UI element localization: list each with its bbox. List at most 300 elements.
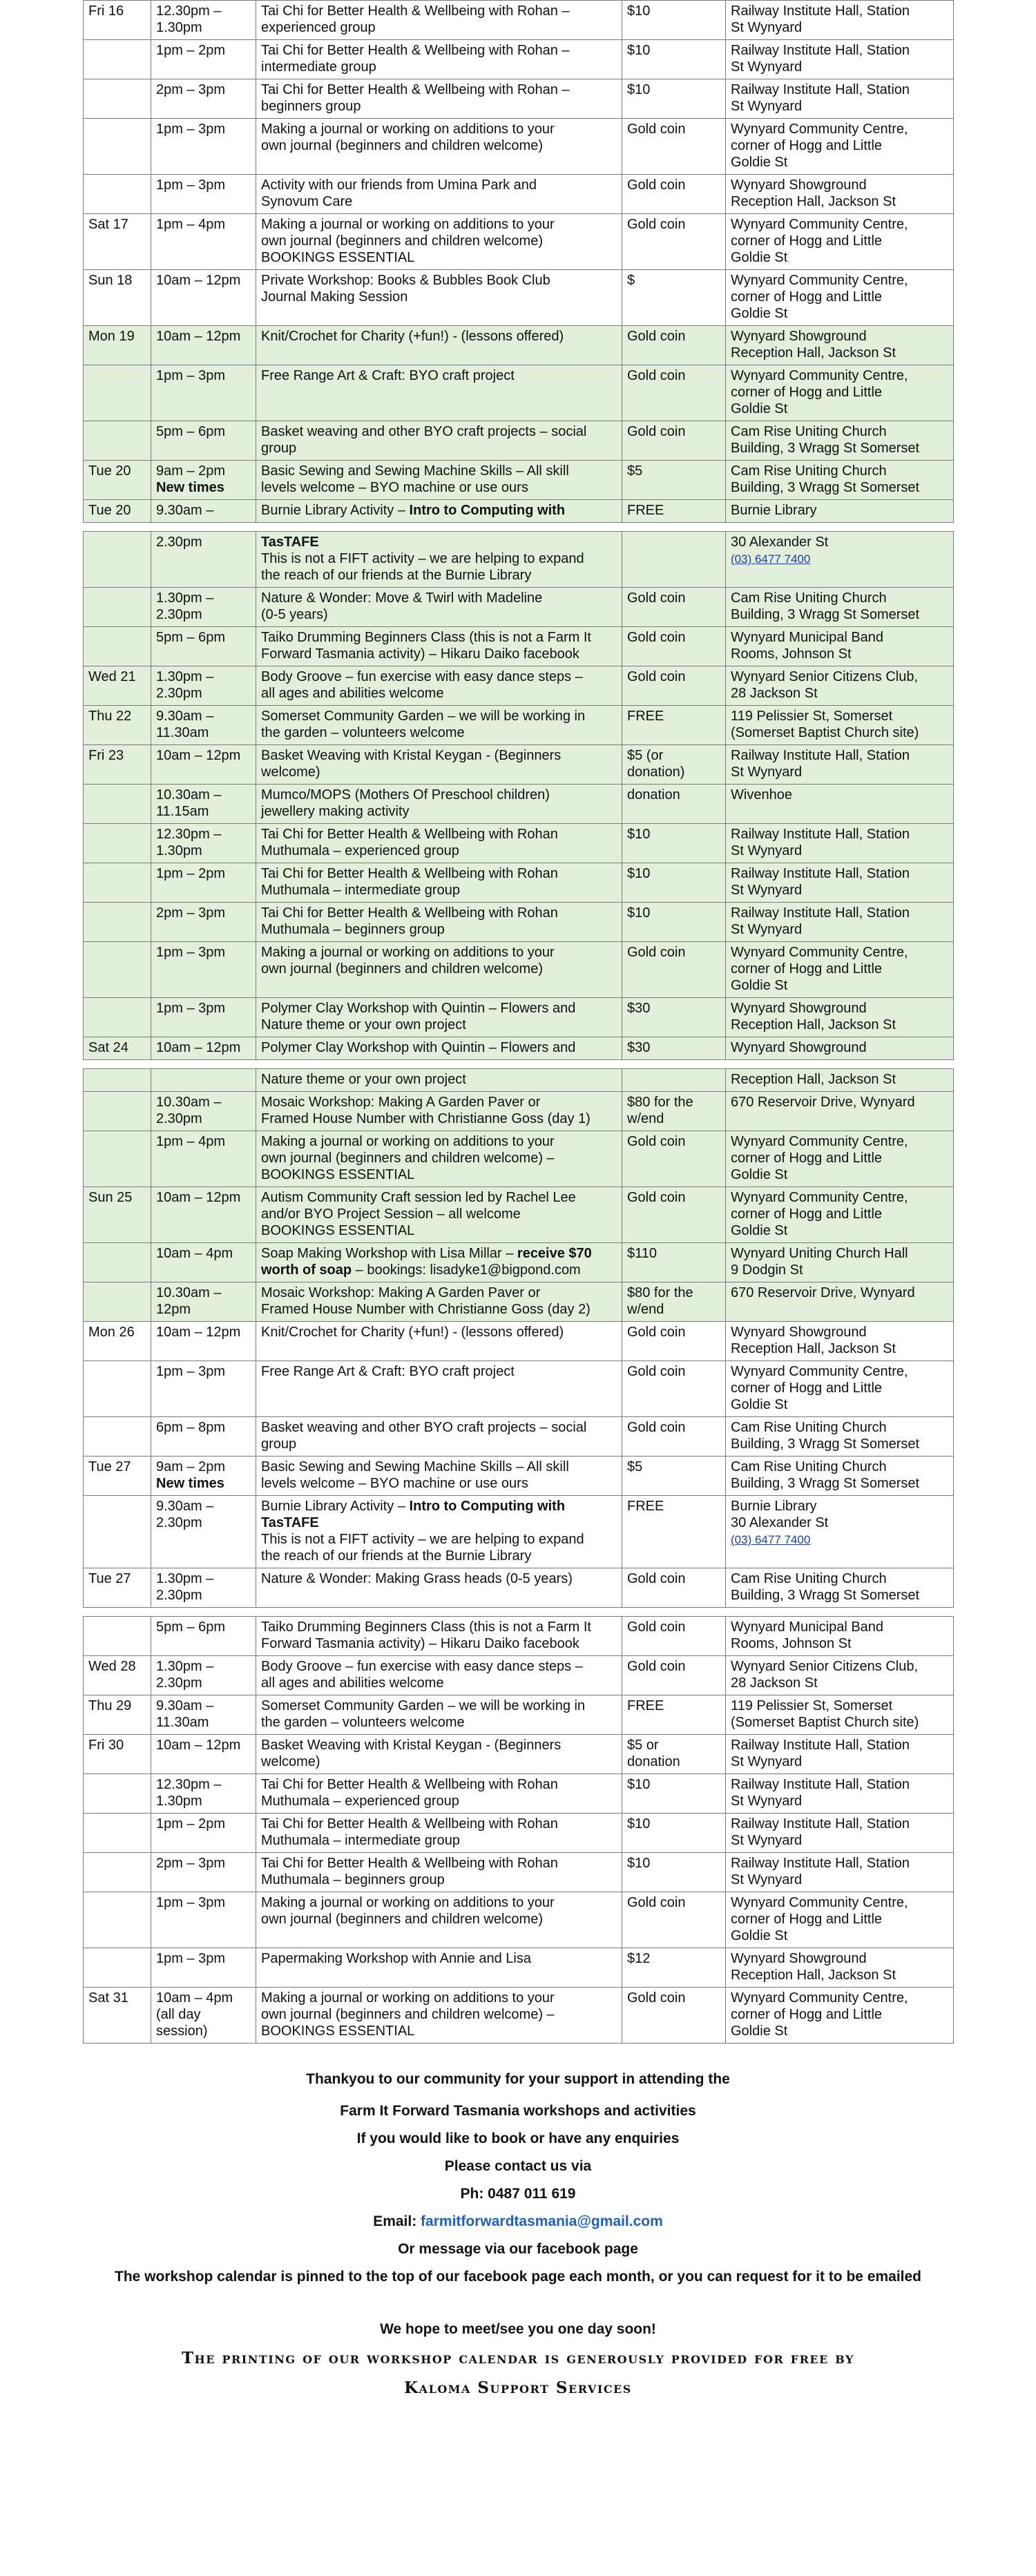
cell-time	[151, 40, 256, 79]
phone-link[interactable]: (03) 6477 7400	[731, 1533, 811, 1546]
cell-location	[726, 214, 954, 270]
cost-label: Gold coin	[627, 1990, 686, 2006]
time-label: 10.30am – 11.15am	[156, 787, 222, 819]
cell-time	[151, 1988, 256, 2044]
cell-time	[151, 1092, 256, 1131]
cell-location	[726, 500, 954, 523]
day-label: Tue 20	[88, 463, 131, 479]
cell-time	[151, 1069, 256, 1092]
table-row	[84, 532, 954, 588]
activity-text: Making a journal or working on additions to your own journal (beginners and children welcome)	[261, 122, 555, 153]
cell-time	[151, 1243, 256, 1282]
cost-label: $12	[627, 1951, 651, 1966]
cell-day	[84, 1322, 151, 1361]
cell-day	[84, 824, 151, 863]
cell-activity	[256, 1037, 622, 1060]
cell-time	[151, 1568, 256, 1608]
cell-time	[151, 1187, 256, 1243]
cell-time	[151, 1814, 256, 1853]
cell-day	[84, 1568, 151, 1608]
cell-location	[726, 1282, 954, 1322]
cost-label: $10	[627, 1816, 651, 1832]
cell-location	[726, 1417, 954, 1457]
time-label: 10am – 12pm	[156, 1738, 241, 1753]
location-text: Cam Rise Uniting Church Building, 3 Wragg St Somerset	[731, 1459, 920, 1491]
day-label: Sat 31	[88, 1990, 128, 2006]
cell-day	[84, 1417, 151, 1457]
time-label: 1pm – 2pm	[156, 866, 226, 881]
time-label: 10.30am – 2.30pm	[156, 1095, 222, 1126]
cell-time	[151, 588, 256, 627]
time-label: 1.30pm – 2.30pm	[156, 669, 214, 701]
table-row	[84, 1892, 954, 1948]
location-text: Wynyard Senior Citizens Club, 28 Jackson St	[731, 1659, 919, 1691]
day-label: Mon 26	[88, 1325, 135, 1340]
cell-cost	[622, 1617, 726, 1656]
cell-cost	[622, 175, 726, 214]
cell-location	[726, 1361, 954, 1417]
table-row	[84, 1814, 954, 1853]
cell-cost	[622, 588, 726, 627]
time-label: 1pm – 4pm	[156, 1134, 226, 1149]
cell-day	[84, 1617, 151, 1656]
time-label: 2pm – 3pm	[156, 905, 226, 921]
time-label: 1pm – 2pm	[156, 1816, 226, 1832]
cell-activity	[256, 1617, 622, 1656]
cost-label: $10	[627, 827, 651, 842]
cell-activity	[256, 175, 622, 214]
location-text: Railway Institute Hall, Station St Wynyard	[731, 748, 910, 780]
activity-bold: receive $70 worth of soap	[261, 1246, 592, 1278]
location-text: Burnie Library 30 Alexander St	[731, 1499, 829, 1530]
location-text: Wynyard Community Centre, corner of Hogg and Little Goldie St	[731, 368, 908, 416]
cell-location	[726, 1656, 954, 1695]
cell-cost	[622, 1568, 726, 1608]
cell-location	[726, 1735, 954, 1774]
table-row	[84, 745, 954, 785]
location-text: Reception Hall, Jackson St	[731, 1072, 896, 1087]
location-text: 119 Pelissier St, Somerset (Somerset Baptist Church site)	[731, 709, 919, 740]
cell-time	[151, 666, 256, 706]
cell-day	[84, 1457, 151, 1496]
table-row	[84, 326, 954, 365]
table-row	[84, 627, 954, 666]
cell-activity	[256, 998, 622, 1037]
cell-day	[84, 1774, 151, 1814]
cell-time	[151, 1037, 256, 1060]
cell-location	[726, 461, 954, 500]
table-row	[84, 706, 954, 745]
location-text: Cam Rise Uniting Church Building, 3 Wragg St Somerset	[731, 590, 920, 622]
activity-text: Mosaic Workshop: Making A Garden Paver or Framed House Number with Christianne Goss (day 1)	[261, 1095, 591, 1126]
cost-label: $10	[627, 866, 651, 881]
table-row	[84, 1853, 954, 1892]
cell-day	[84, 1282, 151, 1322]
activity-text: Body Groove – fun exercise with easy dance steps – all ages and abilities welcome	[261, 1659, 583, 1691]
footer-contact: Please contact us via	[444, 2158, 592, 2174]
cell-cost	[622, 326, 726, 365]
cell-cost	[622, 666, 726, 706]
footer	[83, 2071, 953, 2397]
table-row	[84, 1, 954, 40]
footer-phone: Ph: 0487 011 619	[460, 2186, 576, 2202]
cell-day	[84, 627, 151, 666]
cell-activity	[256, 1568, 622, 1608]
cell-cost	[622, 214, 726, 270]
cell-activity	[256, 1853, 622, 1892]
cost-label: Gold coin	[627, 1571, 686, 1586]
activity-text: Basic Sewing and Sewing Machine Skills – All skill levels welcome – BYO machine or use ours	[261, 1459, 569, 1491]
activity-bold: Intro to Computing with TasTAFE	[261, 1499, 566, 1530]
location-text: Wynyard Community Centre, corner of Hogg and Little Goldie St	[731, 1895, 908, 1943]
time-label: 1pm – 4pm	[156, 217, 226, 232]
activity-bold: Intro to Computing with	[409, 503, 566, 518]
table-row	[84, 666, 954, 706]
cell-activity	[256, 532, 622, 588]
footer-org: Farm It Forward Tasmania workshops and activities	[340, 2103, 696, 2119]
table-row	[84, 365, 954, 421]
activity-text: Free Range Art & Craft: BYO craft project	[261, 1364, 515, 1379]
cell-time	[151, 1131, 256, 1187]
table-gap	[83, 1060, 953, 1068]
cost-label: $10	[627, 3, 651, 19]
cell-cost	[622, 500, 726, 523]
cost-label: Gold coin	[627, 122, 686, 137]
time-label: 1pm – 3pm	[156, 1364, 226, 1379]
cost-label: Gold coin	[627, 1895, 686, 1910]
cell-cost	[622, 903, 726, 942]
activity-text: Making a journal or working on additions to your own journal (beginners and children welcome) – BOOKINGS ESSENTIAL	[261, 1990, 555, 2039]
time-label: 1pm – 3pm	[156, 945, 226, 960]
cell-time	[151, 119, 256, 175]
day-label: Tue 27	[88, 1459, 131, 1474]
cell-location	[726, 1568, 954, 1608]
cell-activity	[256, 1417, 622, 1457]
activity-text: Basket Weaving with Kristal Keygan - (Beginners welcome)	[261, 1738, 562, 1769]
location-text: Railway Institute Hall, Station St Wynyard	[731, 1856, 910, 1887]
cell-activity	[256, 326, 622, 365]
table-row	[84, 1457, 954, 1496]
location-text: Wynyard Community Centre, corner of Hogg and Little Goldie St	[731, 1134, 908, 1182]
table-row	[84, 824, 954, 863]
cell-activity	[256, 40, 622, 79]
cell-day	[84, 1, 151, 40]
cell-activity	[256, 1282, 622, 1322]
cell-cost	[622, 1496, 726, 1568]
cost-label: $5 (or donation)	[627, 748, 685, 780]
cell-day	[84, 588, 151, 627]
schedule-table	[83, 0, 954, 523]
schedule-tables	[83, 0, 953, 2044]
cell-activity	[256, 1948, 622, 1988]
cell-activity	[256, 1457, 622, 1496]
day-label: Wed 21	[88, 669, 136, 684]
cell-time	[151, 1892, 256, 1948]
time-label: 1pm – 3pm	[156, 177, 226, 193]
table-row	[84, 40, 954, 79]
table-row	[84, 1069, 954, 1092]
cell-time	[151, 1322, 256, 1361]
cell-day	[84, 461, 151, 500]
cell-cost	[622, 1, 726, 40]
footer-message: Or message via our facebook page	[398, 2241, 638, 2257]
cell-location	[726, 1131, 954, 1187]
email-link[interactable]: farmitforwardtasmania@gmail.com	[421, 2213, 663, 2229]
activity-text: Nature & Wonder: Move & Twirl with Madeline (0-5 years)	[261, 590, 543, 622]
activity-text: Basic Sewing and Sewing Machine Skills – All skill levels welcome – BYO machine or use ours	[261, 463, 569, 495]
cell-day	[84, 1814, 151, 1853]
cell-activity	[256, 365, 622, 421]
cell-day	[84, 1243, 151, 1282]
activity-text: Activity with our friends from Umina Park and Synovum Care	[261, 177, 537, 209]
cell-activity	[256, 627, 622, 666]
cell-cost	[622, 942, 726, 998]
table-row	[84, 1243, 954, 1282]
cost-label: Gold coin	[627, 177, 686, 193]
location-text: Railway Institute Hall, Station St Wynyard	[731, 1777, 910, 1809]
location-text: Railway Institute Hall, Station St Wynyard	[731, 3, 910, 35]
activity-text: Autism Community Craft session led by Rachel Lee and/or BYO Project Session – all welcome BOOKINGS ESSENTIAL	[261, 1190, 576, 1238]
location-text: Railway Institute Hall, Station St Wynyard	[731, 905, 910, 937]
location-text: Wynyard Municipal Band Rooms, Johnson St	[731, 630, 884, 662]
cell-day	[84, 785, 151, 824]
cost-label: Gold coin	[627, 1134, 686, 1149]
table-row	[84, 1988, 954, 2044]
cell-cost	[622, 1735, 726, 1774]
cell-activity	[256, 500, 622, 523]
time-label: 10am – 12pm	[156, 748, 241, 763]
cell-location	[726, 627, 954, 666]
cell-cost	[622, 863, 726, 903]
cell-day	[84, 1695, 151, 1735]
cell-location	[726, 998, 954, 1037]
cell-location	[726, 666, 954, 706]
cell-day	[84, 40, 151, 79]
cell-activity	[256, 824, 622, 863]
cost-label: FREE	[627, 709, 664, 724]
cell-activity	[256, 666, 622, 706]
cell-day	[84, 706, 151, 745]
cell-cost	[622, 706, 726, 745]
cell-location	[726, 175, 954, 214]
footer-pinned: The workshop calendar is pinned to the top of our facebook page each month, or you can request for it to be emailed	[115, 2269, 921, 2285]
table-row	[84, 1948, 954, 1988]
location-text: Wynyard Municipal Band Rooms, Johnson St	[731, 1619, 884, 1651]
cost-label: Gold coin	[627, 945, 686, 960]
activity-text: Nature & Wonder: Making Grass heads (0-5 years)	[261, 1571, 573, 1586]
cell-activity	[256, 270, 622, 326]
cost-label: FREE	[627, 1698, 664, 1713]
cell-day	[84, 421, 151, 461]
location-text: Wynyard Showground Reception Hall, Jackson St	[731, 1001, 896, 1032]
cell-location	[726, 421, 954, 461]
cell-time	[151, 903, 256, 942]
cell-location	[726, 745, 954, 785]
table-row	[84, 1695, 954, 1735]
cell-time	[151, 1853, 256, 1892]
activity-note: This is not a FIFT activity – we are helping to expand the reach of our friends at the Burnie Library	[261, 1532, 584, 1564]
cell-activity	[256, 1322, 622, 1361]
time-label: 1pm – 3pm	[156, 368, 226, 383]
time-label: 2.30pm	[156, 535, 202, 550]
cell-cost	[622, 1069, 726, 1092]
cell-activity	[256, 1656, 622, 1695]
cell-activity	[256, 588, 622, 627]
activity-text: Basket weaving and other BYO craft projects – social group	[261, 424, 587, 456]
cell-day	[84, 1187, 151, 1243]
time-label: 12.30pm – 1.30pm	[156, 1777, 222, 1809]
cost-label: Gold coin	[627, 1659, 686, 1674]
cell-location	[726, 1988, 954, 2044]
cost-label: Gold coin	[627, 217, 686, 232]
cell-day	[84, 1092, 151, 1131]
cell-cost	[622, 1892, 726, 1948]
cell-day	[84, 745, 151, 785]
location-text: Wynyard Community Centre, corner of Hogg and Little Goldie St	[731, 122, 908, 170]
cell-time	[151, 532, 256, 588]
cell-time	[151, 1695, 256, 1735]
cost-label: Gold coin	[627, 1325, 686, 1340]
location-text: Wynyard Showground Reception Hall, Jackson St	[731, 1325, 896, 1356]
cell-time	[151, 421, 256, 461]
cost-label: Gold coin	[627, 590, 686, 606]
cell-cost	[622, 1131, 726, 1187]
location-text: Cam Rise Uniting Church Building, 3 Wragg St Somerset	[731, 463, 920, 495]
cell-activity	[256, 1361, 622, 1417]
cell-activity	[256, 706, 622, 745]
day-label: Sun 18	[88, 273, 133, 288]
cell-cost	[622, 1814, 726, 1853]
cell-location	[726, 1617, 954, 1656]
cell-activity	[256, 1814, 622, 1853]
footer-credit-org: Kaloma Support Services	[404, 2378, 632, 2397]
activity-text: Soap Making Workshop with Lisa Millar –	[261, 1246, 517, 1261]
cell-location	[726, 1814, 954, 1853]
activity-note: This is not a FIFT activity – we are helping to expand the reach of our friends at the Burnie Library	[261, 551, 584, 583]
cell-time	[151, 863, 256, 903]
cell-activity	[256, 461, 622, 500]
table-row	[84, 461, 954, 500]
cost-label: $30	[627, 1001, 651, 1016]
cell-activity	[256, 1069, 622, 1092]
cell-activity	[256, 1988, 622, 2044]
email-label: Email:	[373, 2213, 421, 2229]
cell-activity	[256, 903, 622, 942]
location-text: Wynyard Community Centre, corner of Hogg and Little Goldie St	[731, 217, 908, 265]
location-text: 119 Pelissier St, Somerset (Somerset Baptist Church site)	[731, 1698, 919, 1730]
cell-location	[726, 1695, 954, 1735]
cell-location	[726, 1037, 954, 1060]
activity-text: Making a journal or working on additions to your own journal (beginners and children welcome)	[261, 1895, 555, 1927]
cell-cost	[622, 1948, 726, 1988]
cost-label: $10	[627, 905, 651, 921]
activity-text: Tai Chi for Better Health & Wellbeing with Rohan Muthumala – experienced group	[261, 1777, 558, 1809]
cost-label: Gold coin	[627, 329, 686, 344]
location-text: Cam Rise Uniting Church Building, 3 Wragg St Somerset	[731, 424, 920, 456]
activity-text: Burnie Library Activity –	[261, 1499, 410, 1514]
phone-link[interactable]: (03) 6477 7400	[731, 552, 811, 566]
cell-day	[84, 1853, 151, 1892]
day-label: Sun 25	[88, 1190, 133, 1205]
cost-label: Gold coin	[627, 424, 686, 439]
cell-activity	[256, 942, 622, 998]
cell-activity	[256, 1892, 622, 1948]
table-row	[84, 119, 954, 175]
time-note: New times	[156, 1476, 224, 1491]
footer-credit: The printing of our workshop calendar is generously provided for free by	[182, 2349, 854, 2367]
cost-label: donation	[627, 787, 680, 802]
day-label: Fri 16	[88, 3, 124, 19]
time-label: 5pm – 6pm	[156, 1619, 226, 1635]
cell-day	[84, 214, 151, 270]
cost-label: Gold coin	[627, 630, 686, 645]
schedule-table	[83, 1616, 954, 2044]
day-label: Tue 27	[88, 1571, 131, 1586]
time-label: 1.30pm – 2.30pm	[156, 590, 214, 622]
activity-text: Somerset Community Garden – we will be working in the garden – volunteers welcome	[261, 1698, 586, 1730]
activity-text: Knit/Crochet for Charity (+fun!) - (lessons offered)	[261, 1325, 564, 1340]
location-text: Wynyard Showground	[731, 1040, 867, 1055]
cost-label: $5	[627, 1459, 643, 1474]
activity-text: Private Workshop: Books & Bubbles Book Club Journal Making Session	[261, 273, 550, 305]
cell-location	[726, 1, 954, 40]
location-text: 670 Reservoir Drive, Wynyard	[731, 1095, 915, 1110]
time-label: 1.30pm – 2.30pm	[156, 1571, 214, 1603]
table-row	[84, 1361, 954, 1417]
table-row	[84, 1568, 954, 1608]
activity-text: Papermaking Workshop with Annie and Lisa	[261, 1951, 531, 1966]
table-row	[84, 1131, 954, 1187]
table-row	[84, 1496, 954, 1568]
cell-time	[151, 326, 256, 365]
cell-activity	[256, 1695, 622, 1735]
cell-activity	[256, 863, 622, 903]
time-label: 10am – 4pm (all day session)	[156, 1990, 233, 2039]
table-row	[84, 1656, 954, 1695]
activity-text: Tai Chi for Better Health & Wellbeing with Rohan – intermediate group	[261, 43, 570, 75]
cost-label: $	[627, 273, 635, 288]
location-text: Cam Rise Uniting Church Building, 3 Wragg St Somerset	[731, 1420, 920, 1452]
cell-activity	[256, 1, 622, 40]
location-text: Railway Institute Hall, Station St Wynyard	[731, 827, 910, 858]
cell-cost	[622, 1417, 726, 1457]
cell-location	[726, 1948, 954, 1988]
cell-cost	[622, 40, 726, 79]
cell-time	[151, 1496, 256, 1568]
time-label: 1pm – 2pm	[156, 43, 226, 58]
cell-location	[726, 1892, 954, 1948]
cell-cost	[622, 745, 726, 785]
table-row	[84, 500, 954, 523]
day-label: Fri 30	[88, 1738, 124, 1753]
cost-label: FREE	[627, 503, 664, 518]
cell-time	[151, 1457, 256, 1496]
location-text: Railway Institute Hall, Station St Wynyard	[731, 43, 910, 75]
activity-text: Free Range Art & Craft: BYO craft project	[261, 368, 515, 383]
day-label: Wed 28	[88, 1659, 136, 1674]
day-label: Fri 23	[88, 748, 124, 763]
cell-cost	[622, 79, 726, 119]
location-text: Wynyard Uniting Church Hall 9 Dodgin St	[731, 1246, 908, 1278]
activity-text: Burnie Library Activity –	[261, 503, 410, 518]
cell-time	[151, 270, 256, 326]
time-label: 9.30am –	[156, 503, 214, 518]
table-row	[84, 1617, 954, 1656]
cell-activity	[256, 421, 622, 461]
cell-time	[151, 1282, 256, 1322]
cell-location	[726, 1243, 954, 1282]
cell-cost	[622, 461, 726, 500]
